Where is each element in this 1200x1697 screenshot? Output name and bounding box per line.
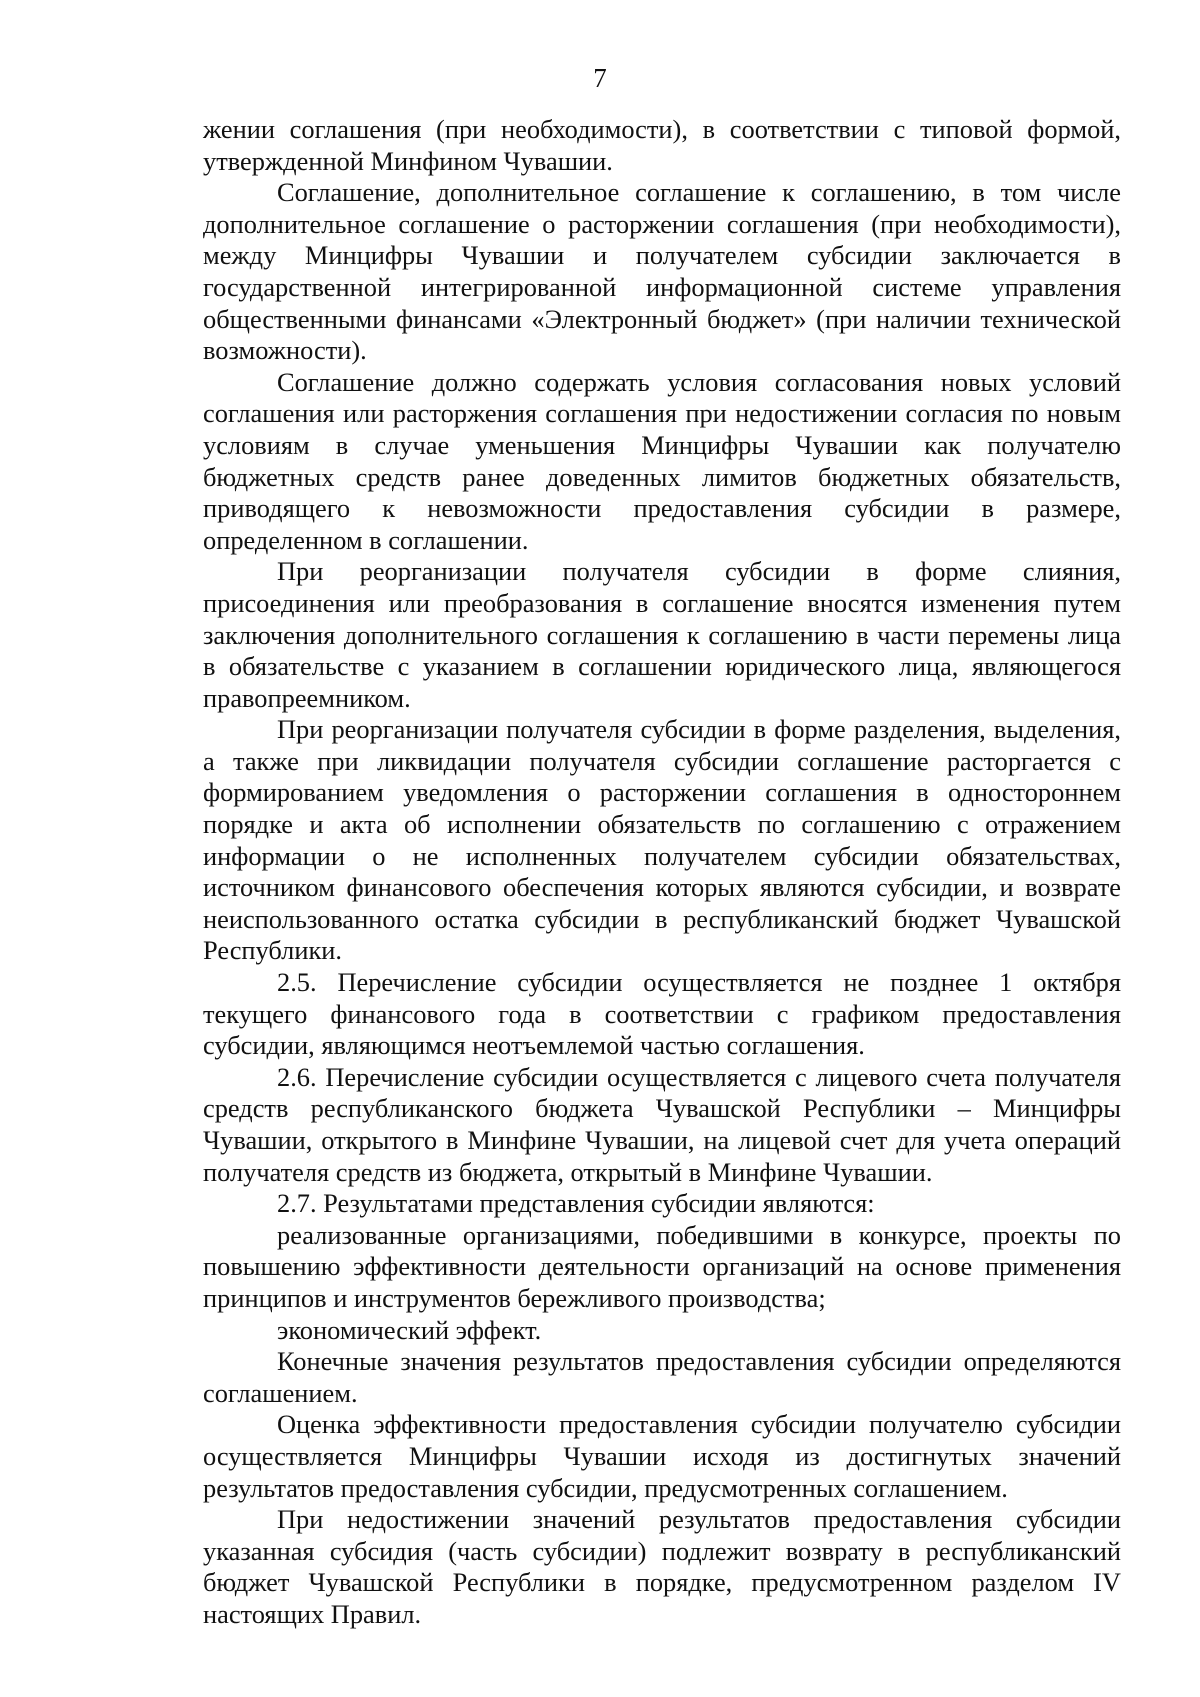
paragraph-8: 2.7. Результатами представления субсидии являются: bbox=[277, 1188, 875, 1219]
paragraph-9: реализованные организациями, победившими в конкурсе, проекты по повышению эффективности деятельности организаций на основе применения принципов и инструментов бережливого производства; bbox=[203, 1219, 1121, 1313]
page-number: 7 bbox=[593, 63, 607, 93]
paragraph-3: Соглашение должно содержать условия согласования новых условий соглашения или расторжения соглашения при недостижении согласия по новым условиям в случае уменьшения Минцифры Чувашии как получателю бюджетных средств ранее доведенных лимитов бюджетных обязательств, приводящего к невозможности предоставления субсидии в размере, определенном в соглашении. bbox=[203, 366, 1121, 555]
paragraph-5: При реорганизации получателя субсидии в форме разделения, выделения, а также при ликвидации получателя субсидии соглашение расторгается с формированием уведомления о расторжении соглашения в одностороннем порядке и акта об исполнении обязательств по соглашению с отражением информации о не исполненных получателем субсидии обязательствах, источником финансового обеспечения которых являются субсидии, и возврате неиспользованного остатка субсидии в республиканский бюджет Чувашской Республики. bbox=[203, 714, 1121, 966]
document-body bbox=[203, 114, 1121, 1631]
paragraph-2: Соглашение, дополнительное соглашение к соглашению, в том числе дополнительное соглашение о расторжении соглашения (при необходимости), между Минцифры Чувашии и получателем субсидии заключается в государственной интегрированной информационной системе управления общественными финансами «Электронный бюджет» (при наличии технической возможности). bbox=[203, 177, 1121, 366]
paragraph-1: жении соглашения (при необходимости), в соответствии с типовой формой, утвержденной Минфином Чувашии. bbox=[203, 114, 1121, 176]
paragraph-7: 2.6. Перечисление субсидии осуществляется с лицевого счета получателя средств республиканского бюджета Чувашской Республики – Минцифры Чувашии, открытого в Минфине Чувашии, на лицевой счет для учета операций получателя средств из бюджета, открытый в Минфине Чувашии. bbox=[203, 1061, 1121, 1187]
paragraph-4: При реорганизации получателя субсидии в форме слияния, присоединения или преобразования в соглашение вносятся изменения путем заключения дополнительного соглашения к соглашению в части перемены лица в обязательстве с указанием в соглашении юридического лица, являющегося правопреемником. bbox=[203, 556, 1121, 713]
paragraph-11: Конечные значения результатов предоставления субсидии определяются соглашением. bbox=[203, 1346, 1121, 1408]
paragraph-6: 2.5. Перечисление субсидии осуществляется не позднее 1 октября текущего финансового года в соответствии с графиком предоставления субсидии, являющимся неотъемлемой частью соглашения. bbox=[203, 967, 1121, 1061]
paragraph-10: экономический эффект. bbox=[277, 1314, 542, 1345]
paragraph-13: При недостижении значений результатов предоставления субсидии указанная субсидия (часть субсидии) подлежит возврату в республиканский бюджет Чувашской Республики в порядке, предусмотренном разделом IV настоящих Правил. bbox=[203, 1504, 1121, 1629]
paragraph-12: Оценка эффективности предоставления субсидии получателю субсидии осуществляется Минцифры Чувашии исходя из достигнутых значений результатов предоставления субсидии, предусмотренных соглашением. bbox=[203, 1409, 1121, 1503]
